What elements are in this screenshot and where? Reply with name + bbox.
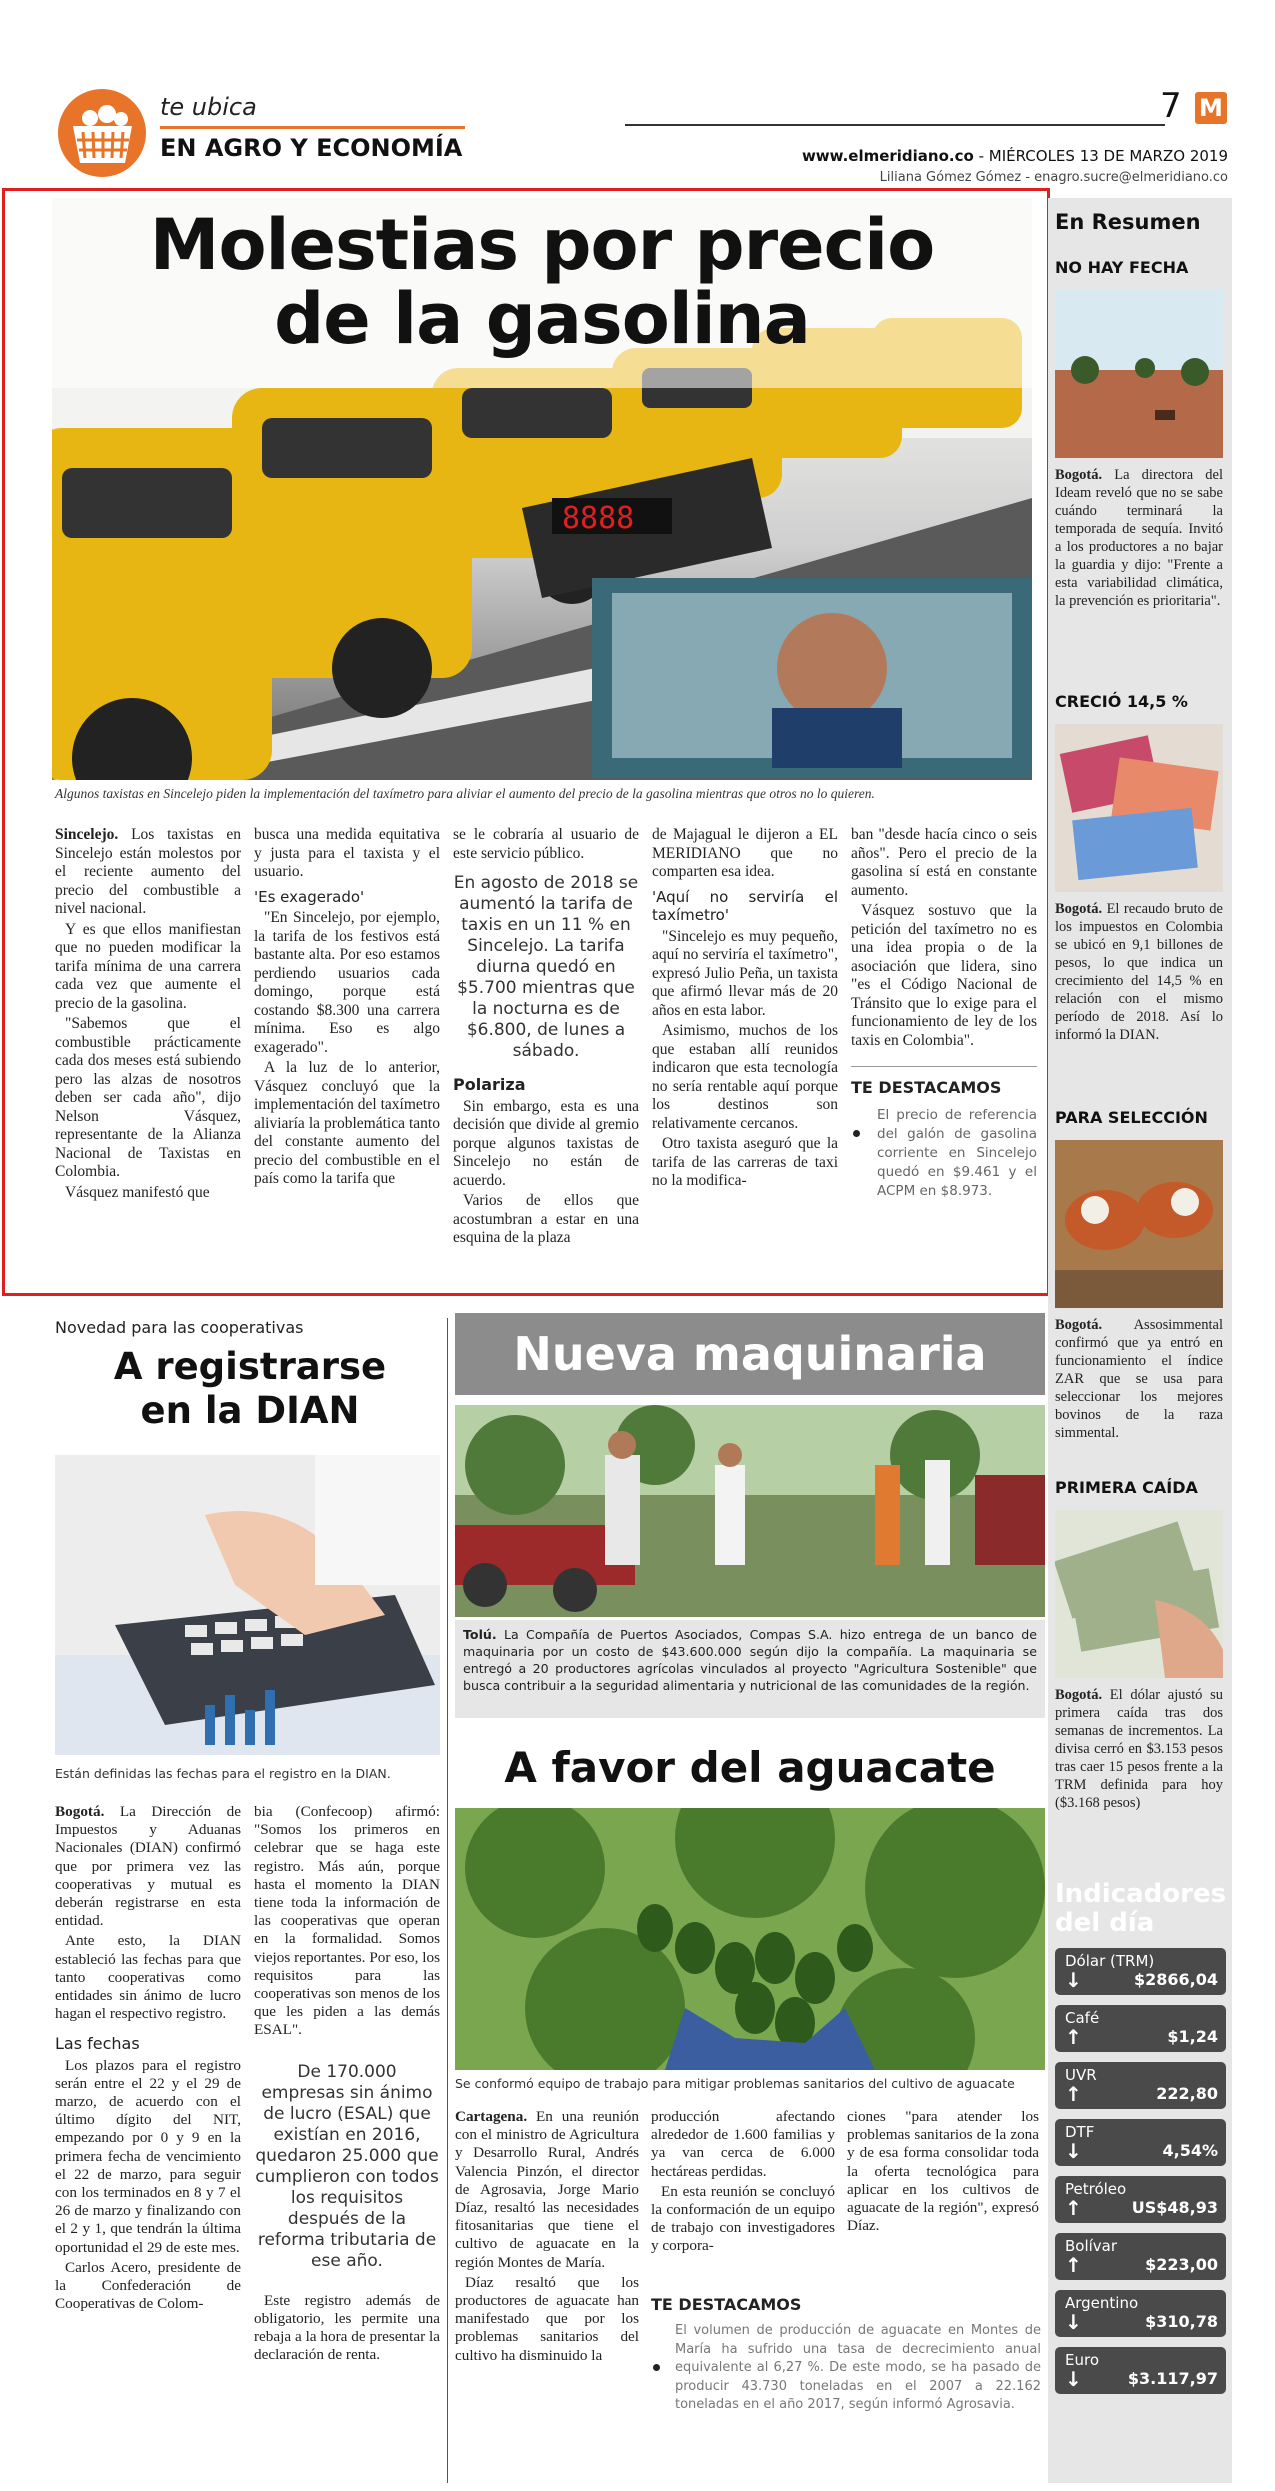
body-text: ban "desde hacía cinco o seis años". Pero el precio de la gasolina sí está en constante aumento. [851, 826, 1037, 899]
body-text: ciones "para atender los problemas sanitarios de la zona y de esa forma consolidar toda la oferta tecnológica para aplicar en los cultivos de aguacate de la región", expresó Díaz. [847, 2108, 1039, 2235]
body-text: Los taxistas en Sincelejo están molestos por el reciente aumento del precio del combustible a nivel nacional. [55, 826, 241, 917]
dian-headline-line1: A registrarse [113, 1345, 387, 1388]
machinery-photo [455, 1405, 1045, 1617]
sidebar-item-2-label: PARA SELECCIÓN [1055, 1108, 1208, 1127]
sidebar-item-0-text [1055, 466, 1223, 610]
dian-caption: Están definidas las fechas para el registro en la DIAN. [55, 1766, 391, 1781]
indicator-name: Argentino [1065, 2294, 1139, 2312]
main-col-4 [652, 826, 838, 1193]
indicator-value: $223,00 [1145, 2255, 1218, 2274]
body-text: Díaz resaltó que los productores de aguacate han manifestado que por los problemas sanitarios del cultivo ha disminuido la [455, 2273, 639, 2364]
body-text: Sin embargo, esta es una decisión que divide al gremio porque algunos taxistas de Sincelejo no están de acuerdo. [453, 1097, 639, 1189]
dian-headline-line2: en la DIAN [140, 1389, 360, 1432]
indicator-cafe [1055, 2005, 1226, 2052]
taximeter-display: 8888 [562, 501, 635, 536]
column-divider [447, 1318, 448, 2483]
page-number: 7 [1160, 86, 1182, 126]
indicator-name: UVR [1065, 2066, 1097, 2084]
side-body: El dólar ajustó su primera caída tras dos semanas de incrementos. La divisa cerró en $3.153 pesos tras caer 15 pesos frente a la TRM definida para hoy ($3.168 pesos) [1055, 1687, 1223, 1811]
pull-quote: De 170.000 empresas sin ánimo de lucro (ESAL) que existían en 2016, quedaron 25.000 que cumplieron con todos los requisitos después de la reforma tributaria de ese año. [255, 2061, 439, 2271]
calculator-photo [55, 1455, 440, 1755]
indicator-euro [1055, 2347, 1226, 2394]
date-text: - MIÉRCOLES 13 DE MARZO 2019 [978, 147, 1228, 165]
destacamos-box [851, 1066, 1037, 1201]
body-text: Varios de ellos que acostumbran a estar en una esquina de la plaza [453, 1192, 639, 1246]
body-text: Asimismo, muchos de los que estaban allí reunidos indicaron que esta tecnología no sería rentable aquí porque los destinos son relativamente cercanos. [652, 1022, 838, 1132]
indicator-name: Dólar (TRM) [1065, 1952, 1155, 1970]
indicator-name: Bolívar [1065, 2237, 1118, 2255]
sidebar-item-0-label: NO HAY FECHA [1055, 258, 1189, 277]
indicator-value: 222,80 [1156, 2084, 1218, 2103]
site-date-line [802, 147, 1228, 165]
section-header [55, 88, 475, 183]
main-headline-line2: de la gasolina [274, 278, 810, 360]
body-text: Y es que ellos manifiestan que no pueden modificar la tarifa mínima de una carrera cada vez que aumente el precio de la gasolina. [55, 920, 241, 1012]
dateline: Bogotá. [1055, 1687, 1103, 1703]
body-text: Ante esto, la DIAN estableció las fechas para que tanto cooperativas como entidades sin ánimo de lucro hagan el respectivo registro. [55, 1932, 241, 2023]
caption-dateline: Tolú. [463, 1627, 497, 1642]
arrow-up-icon: ↑ [1065, 2196, 1082, 2220]
main-headline [52, 204, 1032, 360]
main-col-2 [254, 826, 440, 1191]
body-text: bia (Confecoop) afirmó: "Somos los primeros en celebrar que se haga este registro. Más aún, porque hasta el momento la DIAN tiene toda la información de las cooperativas que operan en la formalidad. Somos viejos reportantes. Por eso, los requisitos para las cooperativas son menos de los que les piden a las demás ESAL". [254, 1803, 440, 2039]
dateline: Bogotá. [1055, 467, 1103, 483]
destacamos-title: TE DESTACAMOS [651, 2295, 802, 2314]
indicator-value: US$48,93 [1131, 2198, 1218, 2217]
destacamos-text: El precio de referencia del galón de gasolina corriente en Sincelejo quedó en $9.461 y el ACPM en $8.973. [877, 1106, 1037, 1199]
sidebar-item-3-text [1055, 1686, 1223, 1812]
brand-logo-letter: M [1199, 94, 1223, 122]
main-col-5 [851, 826, 1037, 1201]
indicators-title-line2: del día [1055, 1908, 1155, 1938]
bullet-icon [853, 1130, 860, 1137]
sidebar-item-3-label: PRIMERA CAÍDA [1055, 1478, 1198, 1497]
indicator-dolar [1055, 1948, 1226, 1995]
pull-quote: En agosto de 2018 se aumentó la tarifa de taxis en un 11 % en Sincelejo. La tarifa diurna quedó en $5.700 mientras que la nocturna es de $6.800, de lunes a sábado. [453, 873, 639, 1061]
indicator-uvr [1055, 2062, 1226, 2109]
destacamos-text: El volumen de producción de aguacate en Montes de María ha sufrido una tasa de decrecimiento anual equivalente al 6,27 %. De este modo, se ha pasado de producir 43.730 toneladas en el 2007 a 22.162 toneladas en el año 2017, según informó Agrosavia. [675, 2323, 1041, 2412]
body-text: "En Sincelejo, por ejemplo, la tarifa de los festivos está bastante alta. Por eso estamos perdiendo usuarios cada domingo, porque está costando $8.300 una carrera mínima. Eso es algo exagerado". [254, 909, 440, 1056]
indicator-bolivar [1055, 2233, 1226, 2280]
author-line: Liliana Gómez Gómez - enagro.sucre@elmeridiano.co [879, 170, 1228, 185]
indicator-name: Petróleo [1065, 2180, 1127, 2198]
aguacate-caption: Se conformó equipo de trabajo para mitigar problemas sanitarios del cultivo de aguacate [455, 2076, 1015, 2091]
maquinaria-banner [455, 1313, 1045, 1395]
destacamos-title: TE DESTACAMOS [851, 1078, 1002, 1097]
subheading: Las fechas [55, 2034, 140, 2054]
indicator-argentino [1055, 2290, 1226, 2337]
aguacate-col-1 [455, 2108, 639, 2367]
dateline: Sincelejo. [55, 826, 119, 843]
dateline: Cartagena. [455, 2108, 528, 2125]
arrow-down-icon: ↓ [1065, 2367, 1082, 2391]
avocado-photo [455, 1808, 1045, 2070]
drought-photo [1055, 290, 1223, 458]
body-text: Carlos Acero, presidente de la Confederación de Cooperativas de Colom- [55, 2258, 241, 2313]
section-prefix: te ubica [160, 93, 257, 121]
indicator-value: $310,78 [1145, 2312, 1218, 2331]
indicator-name: Café [1065, 2009, 1100, 2027]
body-text: Este registro además de obligatorio, les permite una rebaja a la hora de presentar la declaración de renta. [254, 2291, 440, 2364]
subheading: 'Es exagerado' [254, 887, 365, 906]
arrow-up-icon: ↑ [1065, 2253, 1082, 2277]
indicator-value: $3.117,97 [1127, 2369, 1218, 2388]
money-photo [1055, 724, 1223, 892]
indicators-title [1055, 1880, 1226, 1938]
brand-logo [1195, 92, 1227, 124]
side-body: El recaudo bruto de los impuestos en Colombia se ubicó en 9,1 billones de pesos, lo que indica un crecimiento del 14,5 % en relación con el mismo período de 2018. Así lo informó la DIAN. [1055, 901, 1223, 1043]
main-headline-line1: Molestias por precio [149, 204, 935, 286]
body-text: producción afectando alrededor de 1.600 familias y ya van cerca de 6.000 hectáreas perdidas. [651, 2108, 835, 2180]
main-col-3 [453, 826, 639, 1250]
body-text: de Majagual le dijeron a EL MERIDIANO que no comparten esa idea. [652, 826, 838, 880]
sidebar-item-1-label: CRECIÓ 14,5 % [1055, 692, 1188, 711]
bullet-icon [653, 2364, 660, 2371]
maquinaria-headline: Nueva maquinaria [513, 1327, 987, 1381]
arrow-up-icon: ↑ [1065, 2025, 1082, 2049]
body-text: "Sincelejo es muy pequeño, aquí no serviría el taxímetro", expresó Julio Peña, un taxista que afirmó llevar más de 20 años en esta labor. [652, 927, 838, 1019]
arrow-down-icon: ↓ [1065, 2310, 1082, 2334]
maquinaria-caption-box [455, 1620, 1045, 1718]
dian-headline [55, 1345, 445, 1433]
maquinaria-caption: La Compañía de Puertos Asociados, Compas S.A. hizo entrega de un banco de maquinaria por un costo de $43.600.000 según dijo la compañía. La maquinaria se entregó a 20 productores agrícolas vinculados al proyecto "Agricultura Sostenible" que busca contribuir a la seguridad alimentaria y nutricional de las comunidades de la región. [463, 1627, 1037, 1693]
dian-kicker: Novedad para las cooperativas [55, 1318, 304, 1337]
sidebar-item-1-text [1055, 900, 1223, 1044]
section-title: EN AGRO Y ECONOMÍA [160, 134, 463, 162]
body-text: En una reunión con el ministro de Agricultura y Desarrollo Rural, Andrés Valencia Pinzón, el director de Agrosavia, Jorge Mario Díaz, resaltó las necesidades fitosanitarias que tiene el cultivo de aguacate en la región Montes de María. [455, 2108, 639, 2271]
main-col-1 [55, 826, 241, 1204]
indicator-value: $2866,04 [1133, 1970, 1218, 1989]
sidebar-title: En Resumen [1055, 210, 1201, 234]
body-text: Vásquez sostuvo que la petición del taxímetro no es una idea propia o de la asociación que lidera, sino "es el Código Nacional de Tránsito que lo exige para el funcionamiento de ley de los taxis en Colombia". [851, 902, 1037, 1049]
indicator-dtf [1055, 2119, 1226, 2166]
aguacate-headline: A favor del aguacate [504, 1743, 996, 1792]
body-text: Otro taxista aseguró que la tarifa de las carreras de taxi no la modifica- [652, 1135, 838, 1189]
dian-col-1 [55, 1803, 241, 2315]
dateline: Bogotá. [55, 1803, 105, 1820]
indicator-petroleo [1055, 2176, 1226, 2223]
aguacate-col-3 [847, 2108, 1039, 2237]
dateline: Bogotá. [1055, 901, 1103, 917]
arrow-down-icon: ↓ [1065, 1968, 1082, 1992]
taxi-photo [52, 198, 1032, 780]
body-text: busca una medida equitativa y justa para el taxista y el usuario. [254, 826, 440, 880]
aguacate-destacamos [651, 2295, 1041, 2415]
subheading: Polariza [453, 1075, 526, 1094]
body-text: Los plazos para el registro serán entre el 22 y el 29 de marzo, de acuerdo con el último dígito del NIT, empezando por 0 y 9 en la primera fecha de vencimiento el 22 de marzo, para seguir con los terminados en 8 y 7 el 26 de marzo y finalizando con el 2 y 1, que tendrán la última oportunidad el 29 de este mes. [55, 2056, 241, 2256]
basket-logo-icon [55, 88, 150, 178]
side-body: La directora del Ideam reveló que no se sabe cuándo terminará la temporada de sequía. Invitó a los productores a no bajar la guardia y dijo: "Frente a esta variabilidad climática, la prevención es prioritaria". [1055, 467, 1223, 609]
dateline: Bogotá. [1055, 1317, 1103, 1333]
indicator-name: Euro [1065, 2351, 1099, 2369]
indicators-title-line1: Indicadores [1055, 1879, 1227, 1909]
arrow-up-icon: ↑ [1065, 2082, 1082, 2106]
subheading: 'Aquí no serviría el taxímetro' [652, 887, 838, 924]
sidebar-item-2-text [1055, 1316, 1223, 1442]
body-text: se le cobraría al usuario de este servicio público. [453, 826, 639, 862]
arrow-down-icon: ↓ [1065, 2139, 1082, 2163]
dian-col-2 [254, 1803, 440, 2366]
indicator-name: DTF [1065, 2123, 1095, 2141]
dollars-photo [1055, 1510, 1223, 1678]
cattle-photo [1055, 1140, 1223, 1308]
indicator-value: $1,24 [1167, 2027, 1218, 2046]
body-text: En esta reunión se concluyó la conformación de un equipo de trabajo con investigadores y corpora- [651, 2182, 835, 2255]
body-text: La Dirección de Impuestos y Aduanas Nacionales (DIAN) confirmó que por primera vez las cooperativas y mutual es deberán registrarse en esta entidad. [55, 1803, 241, 1930]
body-text: A la luz de lo anterior, Vásquez concluyó que la implementación del taxímetro aliviaría la problemática tanto del constante aumento del precio del combustible en el país como la tarifa que [254, 1059, 440, 1187]
main-photo-caption: Algunos taxistas en Sincelejo piden la implementación del taxímetro para aliviar el aumento del precio de la gasolina mientras que otros no lo quieren. [55, 786, 875, 801]
side-body: Assosimmental confirmó que ya entró en funcionamiento el índice ZAR que se usa para seleccionar los mejores bovinos de la raza simmental. [1055, 1317, 1223, 1441]
body-text: "Sabemos que el combustible prácticamente cada dos meses está subiendo pero las alzas de nosotros deben ser cada año", dijo Nelson Vásquez, representante de la Alianza Nacional de Taxistas en Colombia. [55, 1015, 241, 1180]
site-url[interactable]: www.elmeridiano.co [801, 147, 974, 165]
body-text: Vásquez manifestó que [65, 1183, 210, 1201]
aguacate-col-2 [651, 2108, 835, 2258]
indicator-value: 4,54% [1162, 2141, 1218, 2160]
